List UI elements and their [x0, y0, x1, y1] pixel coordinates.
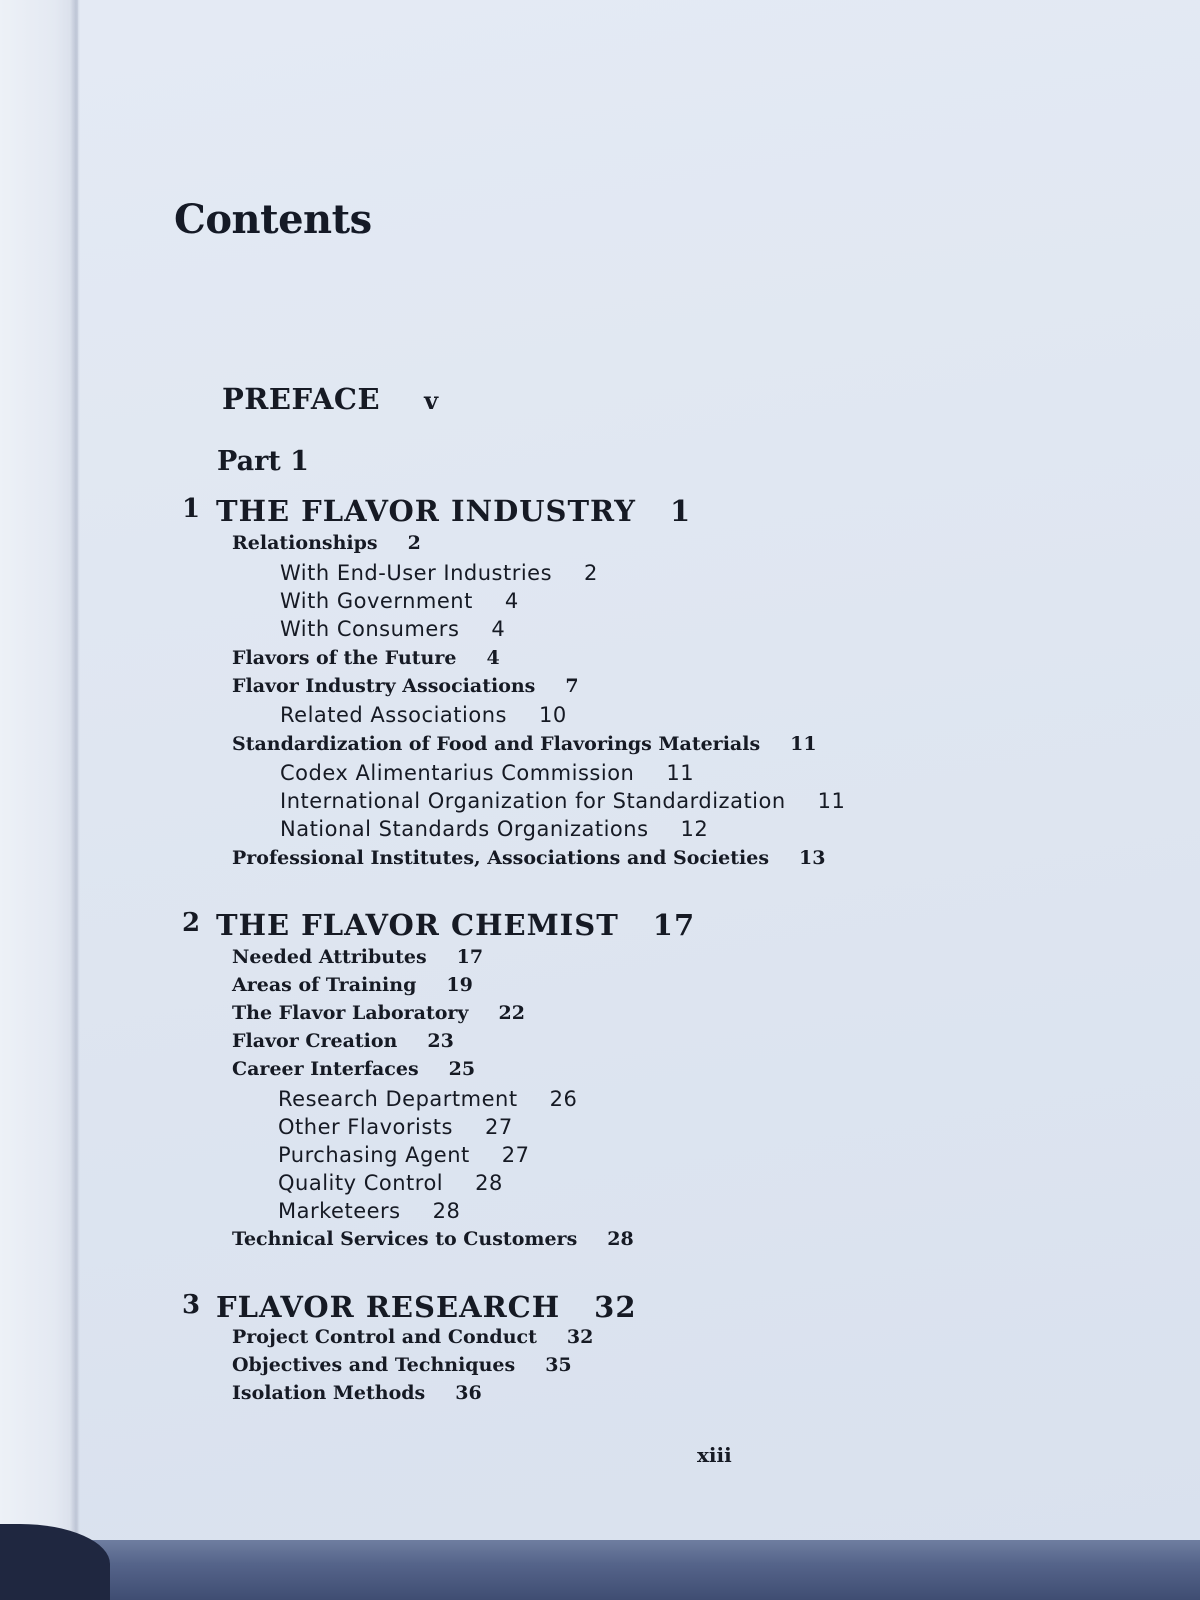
chapter-page: 32	[594, 1290, 637, 1324]
entry-page: 17	[456, 946, 484, 968]
entry-title: Standardization of Food and Flavorings Materials	[232, 733, 761, 755]
toc-entry	[232, 1354, 572, 1376]
toc-entry	[232, 675, 579, 697]
chapter-page: 1	[669, 494, 692, 528]
entry-title: National Standards Organizations	[280, 817, 649, 841]
entry-page: 28	[475, 1171, 503, 1195]
toc-chapter-2	[182, 908, 696, 942]
toc-preface-page: v	[424, 386, 439, 415]
entry-page: 11	[666, 761, 695, 785]
toc-subentry	[280, 617, 505, 641]
entry-page: 11	[817, 789, 846, 813]
toc-preface-label: PREFACE	[222, 382, 381, 416]
entry-page: 26	[549, 1087, 578, 1111]
toc-subentry	[278, 1115, 513, 1139]
toc-subentry	[280, 589, 519, 613]
chapter-number: 1	[182, 494, 202, 524]
entry-title: Relationships	[232, 532, 378, 554]
entry-page: 12	[680, 817, 709, 841]
entry-title: With End-User Industries	[280, 561, 553, 585]
chapter-title: THE FLAVOR CHEMIST	[216, 908, 619, 942]
page-title: Contents	[174, 196, 372, 243]
entry-page: 4	[491, 617, 506, 641]
chapter-number: 2	[182, 908, 202, 938]
toc-entry	[232, 647, 500, 669]
entry-title: Other Flavorists	[278, 1115, 453, 1139]
entry-title: Professional Institutes, Associations and Societies	[232, 847, 770, 869]
chapter-title: FLAVOR RESEARCH	[216, 1290, 561, 1324]
toc-entry	[232, 1058, 475, 1080]
entry-title: Related Associations	[280, 703, 507, 727]
entry-title: Career Interfaces	[232, 1058, 419, 1080]
entry-title: Flavors of the Future	[232, 647, 457, 669]
toc-chapter-3	[182, 1290, 637, 1324]
entry-page: 11	[790, 733, 817, 755]
toc-entry	[232, 847, 825, 869]
toc-subentry	[280, 789, 845, 813]
entry-page: 23	[427, 1030, 454, 1052]
book-bottom-edge	[0, 1540, 1200, 1600]
entry-title: With Consumers	[280, 617, 460, 641]
toc-entry	[232, 946, 483, 968]
entry-page: 10	[538, 703, 567, 727]
entry-page: 19	[446, 974, 473, 996]
chapter-title: THE FLAVOR INDUSTRY	[216, 494, 636, 528]
entry-page: 36	[455, 1382, 482, 1404]
entry-page: 22	[498, 1002, 525, 1024]
toc-entry	[232, 1326, 593, 1348]
entry-title: Project Control and Conduct	[232, 1326, 537, 1348]
entry-page: 28	[432, 1199, 461, 1223]
entry-page: 4	[486, 647, 500, 669]
page-number: xiii	[697, 1443, 732, 1467]
toc-preface	[222, 382, 439, 416]
toc-part-heading: Part 1	[217, 446, 309, 477]
chapter-page: 17	[652, 908, 696, 942]
entry-title: Codex Alimentarius Commission	[280, 761, 635, 785]
entry-page: 13	[799, 847, 826, 869]
toc-subentry	[280, 561, 598, 585]
entry-title: Objectives and Techniques	[232, 1354, 516, 1376]
toc-chapter-1	[182, 494, 692, 528]
entry-page: 2	[584, 561, 598, 585]
toc-subentry	[278, 1143, 529, 1167]
toc-entry	[232, 1382, 482, 1404]
toc-subentry	[280, 817, 708, 841]
entry-page: 35	[545, 1354, 572, 1376]
entry-title: Marketeers	[278, 1199, 401, 1223]
entry-title: Flavor Industry Associations	[232, 675, 536, 697]
entry-page: 27	[501, 1143, 530, 1167]
entry-page: 4	[504, 589, 519, 613]
toc-entry	[232, 733, 817, 755]
toc-subentry	[280, 703, 567, 727]
entry-title: Research Department	[278, 1087, 518, 1111]
entry-title: Areas of Training	[232, 974, 417, 996]
entry-title: Technical Services to Customers	[232, 1228, 578, 1250]
toc-subentry	[278, 1087, 577, 1111]
entry-page: 27	[484, 1115, 513, 1139]
entry-page: 25	[448, 1058, 476, 1080]
entry-title: Purchasing Agent	[278, 1143, 470, 1167]
entry-title: Needed Attributes	[232, 946, 427, 968]
entry-page: 2	[407, 532, 421, 554]
toc-subentry	[278, 1171, 503, 1195]
entry-page: 28	[607, 1228, 634, 1250]
toc-entry	[232, 532, 421, 554]
entry-title: With Government	[280, 589, 473, 613]
toc-entry	[232, 1228, 634, 1250]
toc-entry	[232, 1002, 525, 1024]
toc-entry	[232, 974, 473, 996]
entry-title: Isolation Methods	[232, 1382, 426, 1404]
entry-page: 7	[565, 675, 579, 697]
chapter-number: 3	[182, 1290, 202, 1320]
entry-title: The Flavor Laboratory	[232, 1002, 469, 1024]
toc-entry	[232, 1030, 454, 1052]
entry-page: 32	[566, 1326, 594, 1348]
entry-title: International Organization for Standardization	[280, 789, 786, 813]
entry-title: Quality Control	[278, 1171, 444, 1195]
toc-subentry	[278, 1199, 460, 1223]
entry-title: Flavor Creation	[232, 1030, 398, 1052]
toc-subentry	[280, 761, 694, 785]
